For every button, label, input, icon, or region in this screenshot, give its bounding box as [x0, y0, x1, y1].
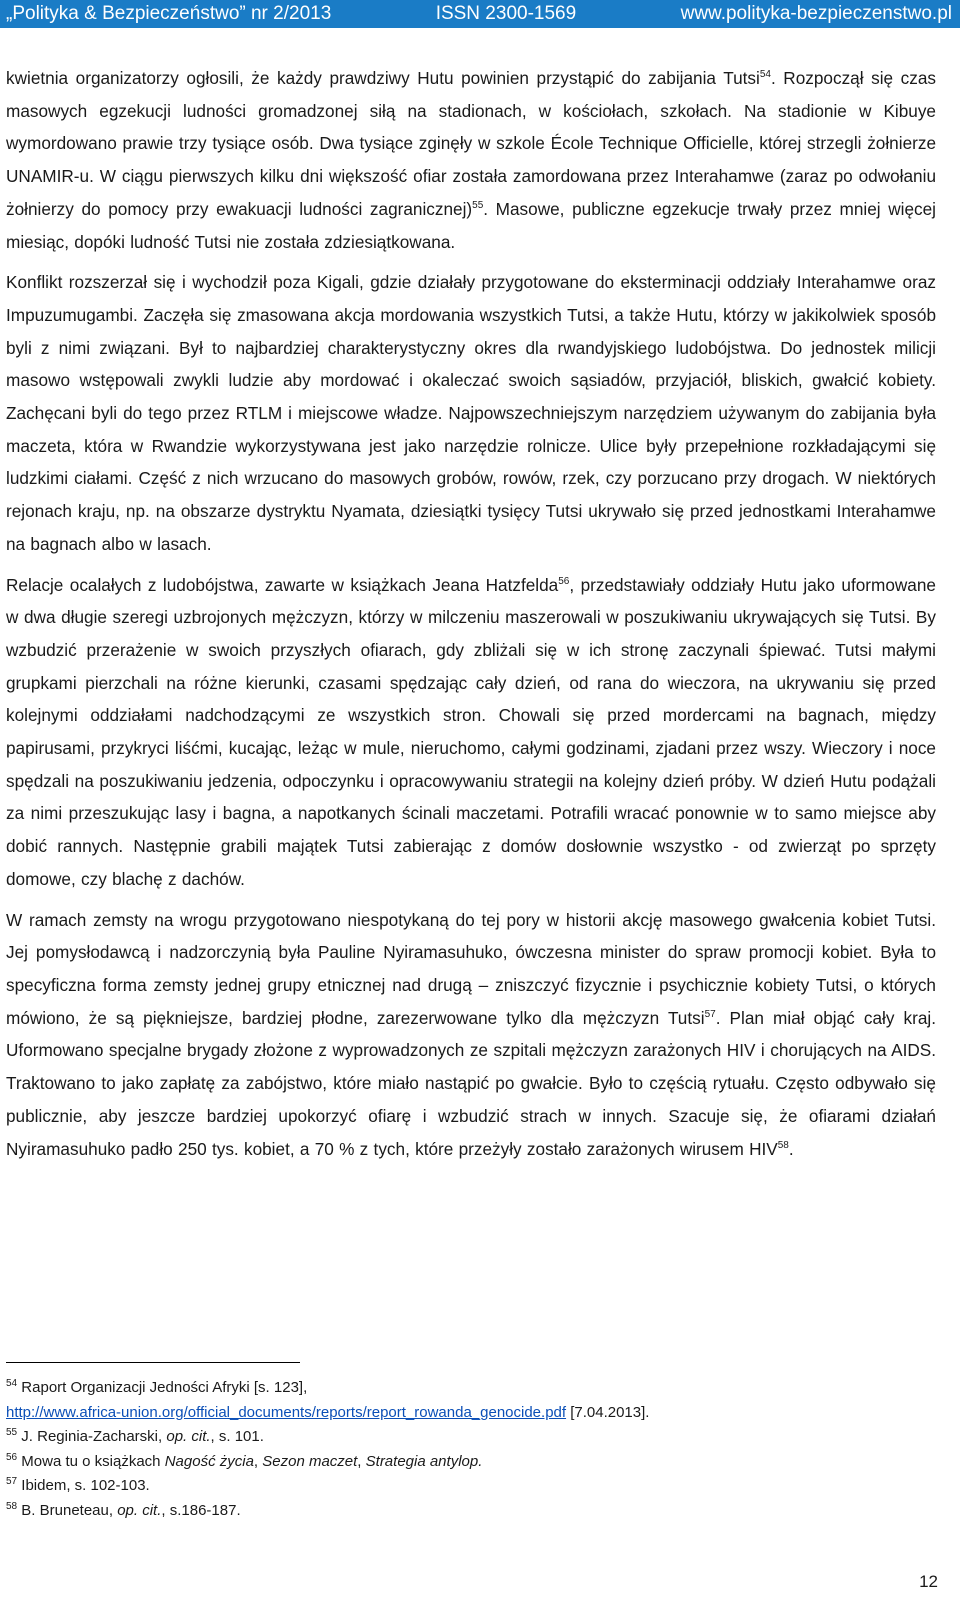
italic-text: Nagość życia [164, 1452, 254, 1470]
text-run: . [788, 1138, 794, 1159]
text-run: B. Bruneteau, [21, 1501, 118, 1519]
text-run: , [357, 1452, 366, 1470]
footnote-number: 54 [6, 1378, 18, 1389]
text-run: Relacje ocalałych z ludobójstwa, zawarte w książkach Jeana Hatzfelda [6, 574, 559, 595]
journal-title: „Polityka & Bezpieczeństwo” nr 2/2013 [6, 3, 332, 24]
text-run: Ibidem, s. 102-103. [21, 1477, 150, 1494]
footnote [6, 1450, 936, 1475]
text-run: . Rozpoczął się czas masowych egzekucji ludności gromadzonej siłą na stadionach, w kościołach, szkołach. Na stadionie w Kibuye wymordowano prawie trzy tysiące osób. Dwa tysiące zginęły w szkole École Technique Officielle, której strzegli żołnierze UNAMIR-u. W ciągu pierwszych kilku dni większość ofiar została zamordowana przez Interahamwe (zaraz po odwołaniu żołnierzy do pomocy przy ewakuacji ludności zagranicznej) [6, 68, 936, 219]
page-header [0, 0, 960, 28]
paragraph [6, 569, 936, 896]
text-run: , przedstawiały oddziały Hutu jako uformowane w dwa długie szeregi uzbrojonych mężczyzn, którzy w milczeniu maszerowali w poszukiwaniu ukrywających się Tutsi. By wzbudzić przerażenie w swoich przyszłych ofiarach, gdy zbliżali się w ich stronę zaczynali śpiewać. Tutsi małymi grupkami pierzchali na różne kierunki, czasami spędzając cały dzień, od rana do wieczora, na ukrywaniu się przed kolejnymi oddziałami nadchodzącymi ze wszystkich stron. Chowali się przed mordercami na bagnach, między papirusami, przykryci liśćmi, kucając, leżąc w mule, nieruchomo, całymi godzinami, zjadani przez wszy. Wieczory i noce spędzali na poszukiwaniu jedzenia, odpoczynku i opracowywaniu strategii na kolejny dzień próby. W dzień Hutu podążali za nimi przeszukując lasy i bagna, a napotkanych ścinali maczetami. Potrafili wracać ponownie w to samo miejsce aby dobić rannych. Następnie grabili majątek Tutsi zabierając z domów dosłownie wszystko - od zwierząt po sprzęty domowe, czy blachę z dachów. [6, 574, 936, 889]
footnote [6, 1474, 936, 1499]
text-run: Konflikt rozszerzał się i wychodził poza Kigali, gdzie działały przygotowane do eksterminacji oddziały Interahamwe oraz Impuzumugambi. Zaczęła się zmasowana akcja mordowania wszystkich Tutsi, a także Hutu, którzy w jakikolwiek sposób byli z nimi związani. Był to najbardziej charakterystyczny okres dla rwandyjskiego ludobójstwa. Do jednostek milicji masowo wstępowali zwykli ludzie aby mordować i okaleczać swoich sąsiadów, przyjaciół, bliskich, gwałcić kobiety. Zachęcani byli do tego przez RTLM i miejscowe władze. Najpowszechniejszym narzędziem używanym do zabijania była maczeta, która w Rwandzie wykorzystywana jest jako narzędzie rolnicze. Ulice były przepełnione rozkładającymi się ludzkimi ciałami. Część z nich wrzucano do masowych grobów, rowów, rzek, czy porzucano przy drogach. W niektórych rejonach kraju, np. na obszarze dystryktu Nyamata, dziesiątki tysięcy Tutsi ukrywało się przed jednostkami Interahamwe na bagnach albo w lasach. [6, 272, 936, 554]
footnote-reference[interactable]: 55 [472, 199, 484, 211]
text-run: W ramach zemsty na wrogu przygotowano niespotykaną do tej pory w historii akcję masowego gwałcenia kobiet Tutsi. Jej pomysłodawcą i nadzorczynią była Pauline Nyiramasuhuko, ówczesna minister do spraw promocji kobiet. Była to specyficzna forma zemsty jednej grupy etnicznej nad drugą – zniszczyć fizycznie i psychicznie kobiety Tutsi, o których mówiono, że są piękniejsze, bardziej płodne, zarezerwowane tylko dla mężczyzn Tutsi [6, 909, 936, 1028]
italic-text: Sezon maczet [262, 1452, 358, 1470]
article-body [6, 62, 936, 1173]
footnotes [6, 1376, 936, 1523]
issn: ISSN 2300-1569 [435, 3, 577, 24]
footnote-number: 55 [6, 1427, 18, 1438]
footnote-number: 58 [6, 1500, 18, 1512]
page-number: 12 [919, 1572, 938, 1591]
text-run: [7.04.2013]. [566, 1403, 650, 1421]
text-run: Mowa tu o książkach [21, 1452, 165, 1470]
paragraph [6, 904, 936, 1166]
text-run: , s.186-187. [161, 1501, 241, 1519]
paragraph [6, 62, 936, 258]
footnote-reference[interactable]: 56 [558, 575, 570, 587]
text-run: kwietnia organizatorzy ogłosili, że każdy prawdziwy Hutu powinien przystąpić do zabijania Tutsi [6, 68, 760, 88]
footnote-reference[interactable]: 57 [704, 1008, 716, 1020]
text-run: , s. 101. [210, 1428, 264, 1445]
footnote-number: 57 [6, 1476, 18, 1487]
hyperlink[interactable]: http://www.africa-union.org/official_documents/reports/report_rowanda_genocide.pdf [6, 1403, 567, 1421]
text-run: , [253, 1452, 263, 1470]
text-run: . Masowe, publiczne egzekucje trwały przez mniej więcej miesiąc, dopóki ludność Tutsi nie została zdziesiątkowana. [6, 198, 936, 252]
website: www.polityka-bezpieczenstwo.pl [680, 3, 952, 24]
italic-text: Strategia antylop. [365, 1452, 483, 1470]
italic-text: op. cit. [117, 1501, 162, 1519]
text-run: Raport Organizacji Jedności Afryki [s. 123], [21, 1379, 308, 1396]
italic-text: op. cit. [166, 1428, 211, 1445]
paragraph [6, 266, 936, 560]
footnote [6, 1499, 936, 1524]
footnote-reference[interactable]: 54 [759, 69, 771, 80]
footnote [6, 1376, 936, 1401]
text-run: . Plan miał objąć cały kraj. Uformowano specjalne brygady złożone z wyprowadzonych ze szpitali mężczyzn zarażonych HIV i chorujących na AIDS. Traktowano to jako zapłatę za zabójstwo, które miało nastąpić po gwałcie. Było to częścią rytuału. Często odbywało się publicznie, aby jeszcze bardziej upokorzyć ofiarę i wzbudzić strach w innych. Szacuje się, że ofiarami działań Nyiramasuhuko padło 250 tys. kobiet, a 70 % z tych, które przeżyły zostało zarażonych wirusem HIV [6, 1007, 936, 1159]
footnote-separator [6, 1362, 300, 1363]
footnote-number: 56 [6, 1451, 18, 1463]
footnote [6, 1425, 936, 1450]
text-run: J. Reginia-Zacharski, [21, 1428, 167, 1445]
footnote-reference[interactable]: 58 [777, 1139, 789, 1151]
footnote [6, 1401, 936, 1426]
